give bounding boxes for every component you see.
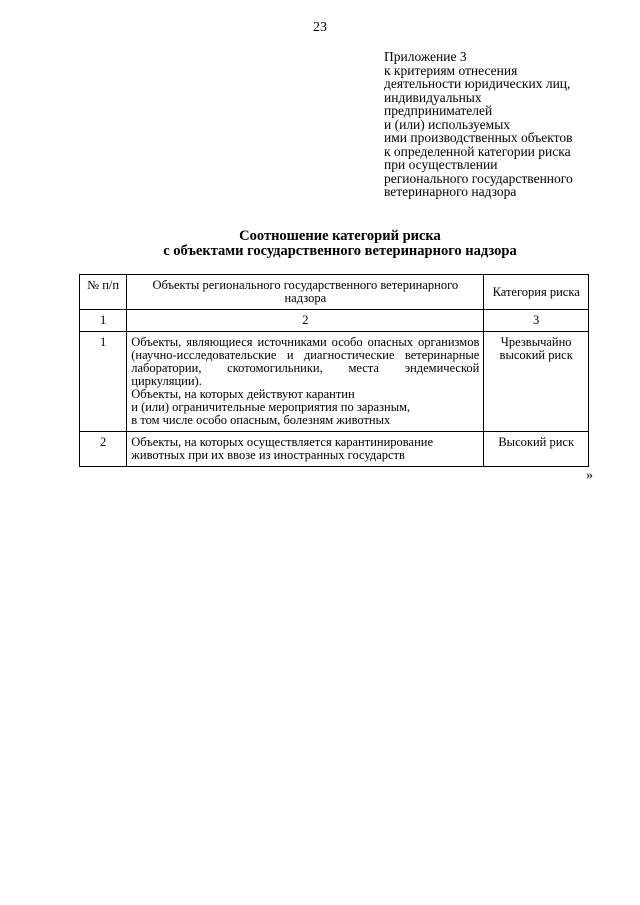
objects-paragraph: в том числе особо опасным, болезням животных — [131, 413, 391, 427]
objects-paragraph: Объекты, на которых осуществляется карантинирование — [131, 435, 433, 449]
index-cell: 1 — [80, 310, 127, 332]
appendix-line: индивидуальных — [384, 89, 482, 105]
document-title — [0, 229, 640, 259]
appendix-line: к критериям отнесения — [384, 62, 518, 78]
objects-paragraph: и (или) ограничительные мероприятия по заразным, — [131, 400, 411, 414]
objects-paragraph: Объекты, на которых действуют карантин — [131, 387, 355, 401]
table-index-row — [80, 310, 589, 332]
title-line-1: Соотношение категорий риска — [239, 228, 441, 244]
row-category: Высокий риск — [484, 432, 589, 467]
appendix-line: предпринимателей — [384, 103, 493, 118]
index-cell: 2 — [127, 310, 484, 332]
appendix-line: к определенной категории риска — [384, 143, 571, 159]
row-objects — [127, 332, 484, 432]
row-objects — [127, 432, 484, 467]
table-header-row — [80, 275, 589, 310]
appendix-note — [384, 50, 624, 199]
risk-category-table — [79, 274, 589, 467]
title-line-2: с объектами государственного ветеринарного надзора — [163, 243, 517, 259]
objects-paragraph: Объекты, являющиеся источниками особо опасных организмов (научно-исследовательские и диагностические ветеринарные лаборатории, скотомогильники, места эндемической циркуляции). — [131, 335, 480, 388]
row-category: Чрезвычайно высокий риск — [484, 332, 589, 432]
appendix-line: при осуществлении — [384, 157, 498, 172]
closing-quote-mark: » — [586, 468, 593, 483]
header-number: № п/п — [80, 275, 127, 310]
header-category: Категория риска — [484, 275, 589, 310]
row-number: 2 — [80, 432, 127, 467]
table-row — [80, 332, 589, 432]
objects-paragraph: животных при их ввозе из иностранных государств — [131, 448, 405, 462]
table-row — [80, 432, 589, 467]
page-number: 23 — [313, 20, 327, 35]
header-objects: Объекты регионального государственного ветеринарного надзора — [127, 275, 484, 310]
row-number: 1 — [80, 332, 127, 432]
appendix-line: ими производственных объектов — [384, 130, 573, 145]
index-cell: 3 — [484, 310, 589, 332]
appendix-line: регионального государственного — [384, 170, 573, 186]
appendix-line: ветеринарного надзора — [384, 184, 517, 199]
appendix-line: и (или) используемых — [384, 116, 511, 132]
appendix-line: деятельности юридических лиц, — [384, 76, 571, 91]
appendix-line: Приложение 3 — [384, 49, 467, 64]
